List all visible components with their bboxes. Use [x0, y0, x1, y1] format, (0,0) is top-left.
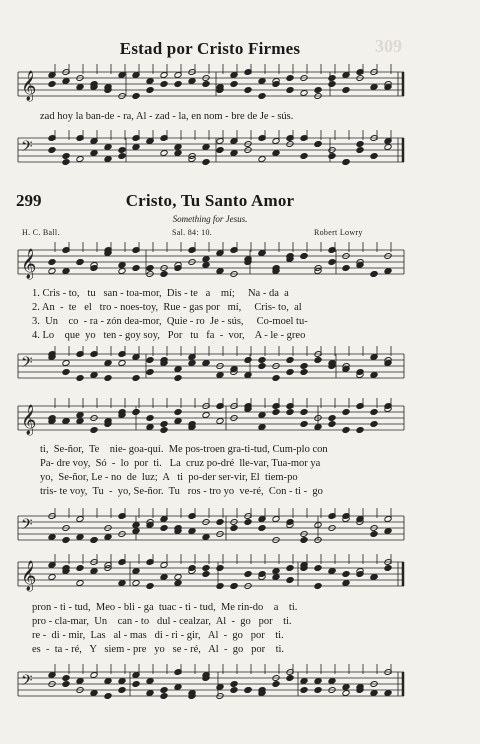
note-head — [146, 265, 154, 272]
verse-2-line-2: Pa- dre voy, Só - lo por ti. La cruz po-dré lle-var, Tua-mor ya — [40, 458, 321, 469]
note-head — [230, 681, 238, 688]
verse-1-line-2: ti, Se-ñor, Te nie- goa-quí. Me pos-troen gra-ti-tud, Cum-plo con — [40, 444, 328, 455]
note-head — [230, 583, 238, 590]
note-head — [202, 412, 210, 419]
note-head — [76, 259, 84, 266]
note-head — [104, 693, 112, 700]
hymn-subtitle: Something for Jesus. — [172, 214, 248, 224]
note-head — [314, 565, 322, 572]
note-head — [314, 424, 322, 431]
note-head — [202, 144, 210, 151]
note-head — [342, 87, 350, 94]
note-head — [174, 375, 182, 382]
note-head — [174, 574, 182, 581]
note-head — [300, 537, 308, 544]
verses-system-2 — [40, 443, 328, 499]
note-head — [104, 360, 112, 367]
note-head — [160, 693, 168, 700]
treble-staff-system-1 — [18, 244, 406, 282]
note-head — [174, 418, 182, 425]
note-head — [384, 360, 392, 367]
note-head — [370, 84, 378, 91]
note-head — [342, 366, 350, 373]
note-head — [272, 574, 280, 581]
note-head — [230, 525, 238, 532]
treble-staff-top — [18, 66, 406, 108]
verse-2-line-3: pro - cla-mar, Un can - to dul - cealzar, Al - go por ti. — [32, 616, 292, 627]
note-head — [258, 571, 266, 578]
note-head — [104, 375, 112, 382]
note-head — [160, 81, 168, 88]
note-head — [328, 421, 336, 428]
note-head — [370, 421, 378, 428]
note-head — [314, 357, 322, 364]
hymn-top-title: Estad por Cristo Firmes — [119, 39, 301, 58]
note-head — [76, 156, 84, 163]
verse-1-line-3: pron - ti - tud, Meo - bli - ga tuac - ti - tud, Me rin-do a ti. — [32, 602, 298, 613]
note-head — [132, 568, 140, 575]
note-head — [230, 687, 238, 694]
note-head — [244, 687, 252, 694]
verse-4-line-3: es - ta - ré, Y siem - pre yo se - ré, Al - go por ti. — [32, 644, 285, 655]
note-head — [188, 565, 196, 572]
note-head — [118, 147, 126, 154]
note-head — [104, 678, 112, 685]
note-head — [76, 678, 84, 685]
note-head — [76, 418, 84, 425]
note-head — [146, 424, 154, 431]
note-head — [118, 262, 126, 269]
note-head — [216, 565, 224, 572]
note-head — [160, 271, 168, 278]
note-head — [62, 537, 70, 544]
note-head — [258, 424, 266, 431]
note-head — [132, 93, 140, 100]
note-head — [300, 421, 308, 428]
note-head — [146, 369, 154, 376]
note-head — [370, 690, 378, 697]
note-head — [90, 265, 98, 272]
note-head — [384, 144, 392, 151]
note-head — [160, 574, 168, 581]
note-head — [328, 153, 336, 160]
note-head — [370, 372, 378, 379]
note-head — [300, 153, 308, 160]
note-head — [146, 87, 154, 94]
treble-staff-system-2 — [18, 400, 406, 438]
note-head — [90, 150, 98, 157]
note-head — [300, 369, 308, 376]
note-head — [230, 81, 238, 88]
note-head — [370, 409, 378, 416]
note-head — [342, 427, 350, 434]
note-head — [328, 678, 336, 685]
treble-staff-system-3 — [18, 556, 406, 594]
note-head — [174, 265, 182, 272]
note-head — [118, 580, 126, 587]
note-head — [118, 153, 126, 160]
note-head — [202, 81, 210, 88]
note-head — [258, 357, 266, 364]
bass-clef-icon: 𝄢 — [21, 672, 33, 693]
note-head — [62, 360, 70, 367]
note-head — [174, 366, 182, 373]
note-head — [132, 681, 140, 688]
bass-clef-icon: 𝄢 — [21, 516, 33, 537]
note-head — [160, 150, 168, 157]
note-head — [258, 363, 266, 370]
note-head — [160, 427, 168, 434]
note-head — [146, 78, 154, 85]
note-head — [384, 268, 392, 275]
note-head — [160, 421, 168, 428]
bass-staff-system-3 — [18, 664, 406, 706]
verse-1-line-1: 1. Cris - to, tu san - toa-mor, Dis - te a mí; Na - da a — [32, 288, 289, 299]
note-head — [62, 268, 70, 275]
note-head — [132, 265, 140, 272]
note-head — [174, 144, 182, 151]
verse-4-line-2: tris- te voy, Tu - yo, Se-ñor. Tu ros - tro yo ve-ré, Con - ti - go — [40, 486, 323, 497]
note-head — [76, 84, 84, 91]
note-head — [174, 580, 182, 587]
note-head — [272, 150, 280, 157]
note-head — [76, 375, 84, 382]
note-head — [328, 75, 336, 82]
treble-clef-icon: 𝄞 — [21, 561, 37, 591]
note-head — [90, 427, 98, 434]
note-head — [216, 418, 224, 425]
note-head — [258, 412, 266, 419]
bass-clef-icon: 𝄢 — [21, 138, 33, 159]
note-head — [90, 690, 98, 697]
note-head — [230, 150, 238, 157]
note-head — [370, 531, 378, 538]
note-head — [62, 78, 70, 85]
note-head — [202, 256, 210, 263]
note-head — [146, 357, 154, 364]
hymn-title: Cristo, Tu Santo Amor — [125, 191, 295, 210]
note-head — [384, 690, 392, 697]
note-head — [188, 528, 196, 535]
note-head — [342, 409, 350, 416]
bass-clef-icon: 𝄢 — [21, 354, 33, 375]
note-head — [132, 580, 140, 587]
note-head — [146, 690, 154, 697]
note-head — [104, 156, 112, 163]
note-head — [370, 271, 378, 278]
verses-system-3 — [32, 601, 297, 657]
note-head — [188, 78, 196, 85]
note-head — [62, 675, 70, 682]
note-head — [174, 150, 182, 157]
note-head — [356, 571, 364, 578]
note-head — [132, 528, 140, 535]
note-head — [132, 409, 140, 416]
note-head — [342, 690, 350, 697]
note-head — [160, 687, 168, 694]
note-head — [384, 565, 392, 572]
note-head — [202, 262, 210, 269]
note-head — [118, 360, 126, 367]
note-head — [62, 681, 70, 688]
note-head — [244, 87, 252, 94]
note-head — [286, 357, 294, 364]
note-head — [48, 534, 56, 541]
note-head — [342, 580, 350, 587]
note-head — [272, 409, 280, 416]
note-head — [62, 369, 70, 376]
note-head — [384, 528, 392, 535]
note-head — [202, 534, 210, 541]
note-head — [104, 534, 112, 541]
note-head — [300, 363, 308, 370]
note-head — [76, 412, 84, 419]
note-head — [356, 369, 364, 376]
note-head — [314, 141, 322, 148]
treble-clef-icon: 𝄞 — [21, 249, 37, 279]
note-head — [90, 568, 98, 575]
note-head — [48, 81, 56, 88]
treble-clef-icon: 𝄞 — [21, 405, 37, 435]
note-head — [174, 684, 182, 691]
note-head — [314, 687, 322, 694]
hymn-top-lyric: zad hoy la ban-de - ra, Al - zad - la, en nom - bre de Je - sús. — [40, 111, 294, 122]
note-head — [48, 147, 56, 154]
note-head — [272, 81, 280, 88]
bass-staff-system-1 — [18, 346, 406, 388]
note-head — [328, 415, 336, 422]
note-head — [286, 87, 294, 94]
verse-3-line-3: re - di - mir, Las al - mas di - ri - gir, Al - go por ti. — [32, 630, 284, 641]
note-head — [132, 144, 140, 151]
scripture-reference: Sal. 84: 10. — [172, 228, 213, 237]
note-head — [244, 372, 252, 379]
note-head — [202, 360, 210, 367]
composer-credit: Robert Lowry — [314, 228, 363, 237]
note-head — [342, 159, 350, 166]
note-head — [48, 574, 56, 581]
note-head — [244, 571, 252, 578]
note-head — [356, 141, 364, 148]
note-head — [216, 519, 224, 526]
note-head — [118, 678, 126, 685]
note-head — [314, 678, 322, 685]
note-head — [216, 583, 224, 590]
note-head — [272, 681, 280, 688]
note-head — [90, 537, 98, 544]
bass-staff-top — [18, 130, 406, 178]
note-head — [286, 75, 294, 82]
note-head — [314, 583, 322, 590]
note-head — [356, 427, 364, 434]
note-head — [104, 144, 112, 151]
note-head — [356, 147, 364, 154]
translator-credit: H. C. Ball. — [22, 228, 60, 237]
note-head — [146, 522, 154, 529]
note-head — [188, 360, 196, 367]
note-head — [132, 522, 140, 529]
note-head — [216, 372, 224, 379]
verse-2-line-1: 2. An - te el tro - noes-toy, Rue - gas por mí, Cris- to, al — [32, 302, 302, 313]
note-head — [174, 81, 182, 88]
note-head — [286, 565, 294, 572]
note-head — [286, 577, 294, 584]
note-head — [76, 565, 84, 572]
note-head — [62, 418, 70, 425]
note-head — [314, 87, 322, 94]
note-head — [90, 372, 98, 379]
note-head — [216, 268, 224, 275]
note-head — [300, 253, 308, 260]
note-head — [146, 415, 154, 422]
note-head — [202, 565, 210, 572]
note-head — [118, 687, 126, 694]
note-head — [174, 409, 182, 416]
note-head — [328, 259, 336, 266]
note-head — [48, 259, 56, 266]
note-head — [146, 678, 154, 685]
hymn-number: 299 — [16, 191, 42, 210]
note-head — [62, 159, 70, 166]
note-head — [342, 571, 350, 578]
bleed-through-page-number: 309 — [375, 36, 402, 56]
verse-4-line-1: 4. Lo que yo ten - goy soy, Por tu fa - vor, A - le - greo — [32, 330, 306, 341]
note-head — [244, 357, 252, 364]
note-head — [286, 409, 294, 416]
treble-clef-icon: 𝄞 — [21, 71, 37, 101]
note-head — [48, 268, 56, 275]
note-head — [216, 684, 224, 691]
note-head — [300, 687, 308, 694]
note-head — [384, 84, 392, 91]
bass-staff-system-2 — [18, 508, 406, 550]
note-head — [342, 684, 350, 691]
note-head — [76, 534, 84, 541]
note-head — [62, 153, 70, 160]
note-head — [328, 81, 336, 88]
note-head — [202, 571, 210, 578]
note-head — [258, 525, 266, 532]
note-head — [146, 583, 154, 590]
note-head — [132, 375, 140, 382]
note-head — [244, 519, 252, 526]
note-head — [300, 678, 308, 685]
note-head — [300, 90, 308, 97]
note-head — [216, 147, 224, 154]
note-head — [286, 369, 294, 376]
note-head — [160, 525, 168, 532]
verse-3-line-1: 3. Un co - ra - zón dea-mor, Quie - ro Je - sús, Co-moel tu- — [32, 316, 308, 327]
note-head — [118, 268, 126, 275]
note-head — [258, 156, 266, 163]
note-head — [370, 153, 378, 160]
note-head — [272, 568, 280, 575]
note-head — [286, 675, 294, 682]
verse-3-line-2: yo, Se-ñor, Le - no de luz; A ti po-der ser-vir, El tiem-po — [40, 472, 298, 483]
note-head — [76, 580, 84, 587]
note-head — [342, 265, 350, 272]
note-head — [300, 409, 308, 416]
note-head — [202, 159, 210, 166]
note-head — [258, 93, 266, 100]
note-head — [258, 78, 266, 85]
note-head — [272, 375, 280, 382]
verses-system-1 — [32, 287, 308, 343]
